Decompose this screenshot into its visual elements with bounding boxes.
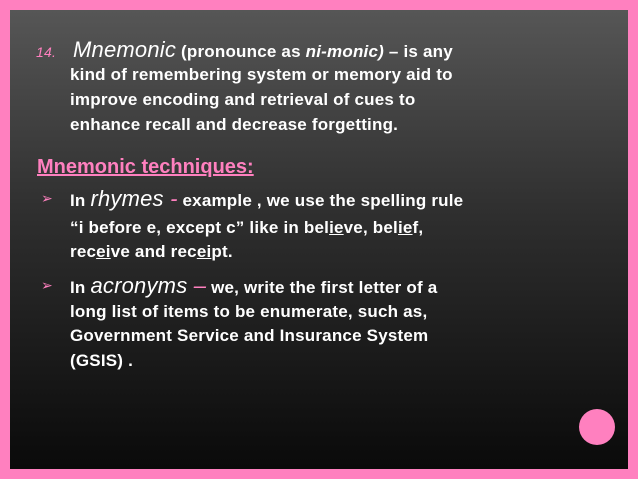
- slide: [10, 10, 628, 469]
- item-14-line-3: improve encoding and retrieval of cues to: [70, 90, 416, 109]
- rhymes-underline-ie-2: ie: [397, 218, 413, 237]
- rhymes-underline-ie-1: ie: [329, 218, 344, 237]
- bullet-rhymes-line-3: [70, 242, 233, 262]
- pronounce-word: ni-monic): [305, 42, 384, 61]
- pronounce-prefix: (pronounce as: [176, 42, 306, 61]
- bullet-rhymes-intro: In: [70, 191, 91, 210]
- term-mnemonic: Mnemonic: [73, 37, 177, 62]
- bullet-rhymes-line-1: [70, 186, 463, 212]
- rhymes-underline-ei-2: ei: [196, 242, 212, 261]
- bullet-acronyms-line-1-rest: we, write the first letter of a: [206, 278, 438, 297]
- item-14-line-4: enhance recall and decrease forgetting.: [70, 115, 399, 134]
- bullet-acronyms-line-4: (GSIS) .: [70, 351, 133, 370]
- bullet-rhymes-line-2: [70, 218, 423, 238]
- rhymes-line-2-part-b: ve, bel: [343, 218, 398, 237]
- rhymes-line-2-part-a: “i before e, except c” like in bel: [70, 218, 330, 237]
- keyword-rhymes-dash: -: [163, 186, 178, 211]
- arrow-bullet-icon: ➢: [41, 191, 53, 207]
- keyword-acronyms-dash: –: [187, 273, 207, 298]
- arrow-bullet-icon: ➢: [41, 278, 53, 294]
- item-14-line-1: [36, 37, 453, 63]
- decorative-pink-circle: [579, 409, 615, 445]
- bullet-acronyms-line-1: [70, 273, 437, 299]
- bullet-acronyms-line-3: Government Service and Insurance System: [70, 326, 429, 345]
- keyword-rhymes: rhymes: [90, 186, 164, 211]
- rhymes-underline-ei-1: ei: [96, 242, 111, 261]
- item-14-line-2: kind of remembering system or memory aid to: [70, 65, 453, 84]
- item-number: 14.: [36, 44, 57, 60]
- section-heading: Mnemonic techniques:: [37, 156, 254, 178]
- bullet-rhymes-line-1-rest: example , we use the spelling rule: [177, 191, 464, 210]
- rhymes-line-3-part-b: ve and rec: [110, 242, 197, 261]
- rhymes-line-2-part-c: f,: [412, 218, 424, 237]
- item-14-line-1-rest: – is any: [383, 42, 453, 61]
- bullet-acronyms-line-2: long list of items to be enumerate, such as,: [70, 302, 428, 321]
- keyword-acronyms: acronyms: [90, 273, 188, 298]
- rhymes-line-3-part-c: pt.: [211, 242, 233, 261]
- bullet-acronyms-intro: In: [70, 278, 91, 297]
- rhymes-line-3-part-a: rec: [70, 242, 97, 261]
